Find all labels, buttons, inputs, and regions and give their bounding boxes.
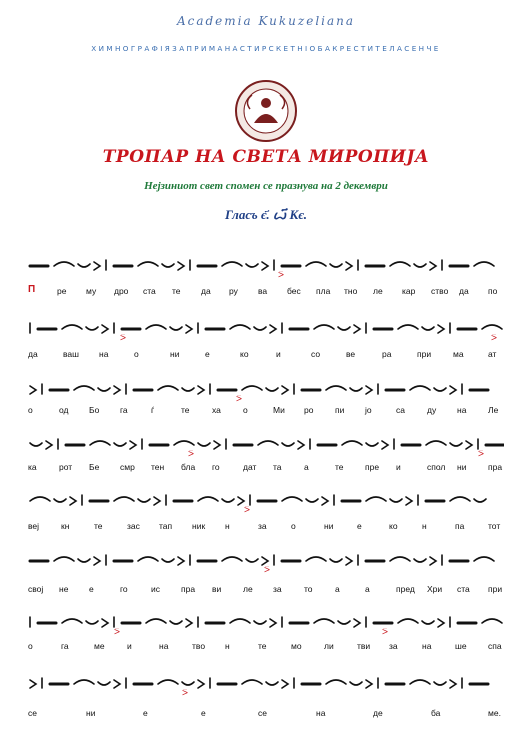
lyric-syllable: при — [488, 584, 503, 594]
neume-glyph — [138, 557, 158, 561]
neume-glyph — [346, 557, 352, 565]
lyric-line — [28, 286, 504, 300]
lyric-syllable: е — [143, 708, 148, 718]
lyric-syllable: е — [201, 708, 206, 718]
neume-line — [28, 487, 504, 517]
lyric-syllable: и — [276, 349, 281, 359]
lyric-syllable: ле — [243, 584, 253, 594]
lyric-syllable: пред — [396, 584, 415, 594]
neume-glyph — [114, 386, 120, 394]
neume-glyph — [482, 325, 502, 329]
neume-glyph — [322, 497, 328, 505]
lyric-syllable: со — [311, 349, 321, 359]
lyric-syllable: го — [212, 462, 220, 472]
lyric-syllable: ме. — [488, 708, 501, 718]
lyric-syllable: се — [258, 708, 267, 718]
lyric-syllable: ис — [151, 584, 160, 594]
lyric-syllable: и — [127, 641, 132, 651]
lyric-syllable: ко — [240, 349, 249, 359]
lyric-syllable: да — [28, 349, 38, 359]
lyric-syllable: ру — [229, 286, 238, 296]
neume-glyph — [222, 557, 242, 561]
neume-glyph — [242, 386, 262, 390]
lyric-syllable: н — [225, 641, 230, 651]
lyric-syllable: Бо — [89, 405, 100, 415]
neume-glyph — [102, 325, 108, 333]
neume-glyph — [182, 682, 194, 685]
lyric-syllable: ство — [431, 286, 449, 296]
lyric-syllable: о — [28, 641, 33, 651]
neume-glyph — [338, 327, 350, 330]
neume-glyph — [154, 497, 160, 505]
neume-line — [28, 431, 504, 461]
neume-glyphs — [28, 609, 504, 639]
lyric-syllable: га — [61, 641, 69, 651]
lyric-syllable: на — [99, 349, 109, 359]
neume-glyph — [326, 680, 346, 684]
neume-glyph — [186, 325, 192, 333]
lyric-syllable: спа — [488, 641, 502, 651]
neume-glyph — [338, 621, 350, 624]
neume-glyph — [306, 499, 318, 502]
neume-glyph — [198, 443, 210, 446]
neume-glyph — [430, 262, 436, 270]
lyric-syllable: тви — [357, 641, 371, 651]
lyric-syllable: дро — [114, 286, 129, 296]
neume-glyph — [326, 386, 346, 390]
lyric-syllable: ма — [453, 349, 464, 359]
neume-glyph — [426, 441, 446, 445]
lyric-syllable: о — [134, 349, 139, 359]
lyric-syllable: н — [225, 521, 230, 531]
neume-glyph — [230, 325, 250, 329]
neume-glyph — [366, 680, 372, 688]
neume-line — [28, 547, 504, 577]
lyric-syllable: те — [172, 286, 181, 296]
neume-glyph — [474, 262, 494, 266]
lyric-syllable: смр — [120, 462, 135, 472]
neume-glyph — [254, 327, 266, 330]
lyric-syllable: ваш — [63, 349, 79, 359]
lyric-syllable: те — [258, 641, 267, 651]
lyric-syllable: то — [304, 584, 313, 594]
lyric-syllable: ве — [346, 349, 356, 359]
lyric-syllable: рот — [59, 462, 73, 472]
neume-glyphs — [28, 670, 504, 700]
lyric-syllable: га — [120, 405, 128, 415]
neume-glyph — [482, 619, 502, 623]
red-mode-sign: ⍩ — [382, 626, 388, 637]
neume-glyph — [306, 262, 326, 266]
lyric-syllable: о — [291, 521, 296, 531]
lyric-syllable: ше — [455, 641, 467, 651]
neume-glyph — [62, 325, 82, 329]
lyric-syllable: не — [59, 584, 69, 594]
neume-glyph — [186, 619, 192, 627]
red-mode-sign: ⍩ — [114, 626, 120, 637]
lyric-syllable: Хри — [427, 584, 443, 594]
lyric-syllable: кар — [402, 286, 416, 296]
neume-glyph — [94, 262, 100, 270]
lyric-syllable: ста — [143, 286, 156, 296]
neume-glyph — [314, 619, 334, 623]
lyric-syllable: пи — [335, 405, 345, 415]
lyric-syllable: е — [205, 349, 210, 359]
lyric-line — [28, 349, 504, 363]
lyric-syllable: тво — [192, 641, 206, 651]
red-mode-sign: ⍩ — [478, 448, 484, 459]
neume-line — [28, 376, 504, 406]
lyric-syllable: па — [455, 521, 465, 531]
neume-glyph — [254, 621, 266, 624]
lyric-line — [28, 462, 504, 476]
lyric-syllable: а — [335, 584, 340, 594]
lyric-syllable: да — [201, 286, 211, 296]
neume-glyph — [78, 264, 90, 267]
lyric-syllable: пра — [488, 462, 503, 472]
lyric-syllable: о — [243, 405, 248, 415]
neume-glyph — [450, 386, 456, 394]
neume-glyph — [450, 497, 470, 501]
red-mode-sign: ⍩ — [491, 332, 497, 343]
neume-glyph — [414, 264, 426, 267]
lyric-syllable: тно — [344, 286, 358, 296]
neume-glyph — [466, 441, 472, 449]
lyric-syllable: а — [365, 584, 370, 594]
lyric-syllable: ѓ — [151, 405, 155, 415]
neume-glyph — [430, 557, 436, 565]
neume-glyph — [354, 325, 360, 333]
lyric-syllable: за — [389, 641, 398, 651]
lyric-syllable: му — [86, 286, 97, 296]
neume-glyph — [182, 388, 194, 391]
lyric-syllable: те — [335, 462, 344, 472]
neume-glyph — [54, 557, 74, 561]
neume-glyph — [222, 499, 234, 502]
neume-glyphs — [28, 487, 504, 517]
lyric-line — [28, 708, 504, 722]
neume-glyph — [266, 388, 278, 391]
lyric-syllable: ра — [382, 349, 392, 359]
lyric-syllable: ник — [192, 521, 206, 531]
lyric-syllable: спол — [427, 462, 446, 472]
neume-glyph — [170, 621, 182, 624]
neume-glyph — [450, 680, 456, 688]
neume-glyph — [170, 327, 182, 330]
lyric-syllable: П — [28, 284, 36, 295]
neume-glyph — [174, 441, 194, 445]
lyric-syllable: ко — [389, 521, 398, 531]
lyric-syllable: о — [28, 405, 33, 415]
neume-glyph — [230, 619, 250, 623]
lyric-syllable: пра — [181, 584, 196, 594]
red-mode-sign: ⍩ — [182, 687, 188, 698]
neume-glyph — [158, 680, 178, 684]
neume-glyph — [382, 441, 388, 449]
neume-glyph — [270, 325, 276, 333]
lyric-syllable: ка — [28, 462, 37, 472]
neume-glyph — [242, 680, 262, 684]
neume-glyph — [366, 386, 372, 394]
neume-glyph — [114, 680, 120, 688]
neume-glyph — [138, 262, 158, 266]
academia-title: Academia Kukuzeliana — [176, 14, 356, 28]
lyric-syllable: Ми — [273, 405, 285, 415]
neume-glyph — [282, 386, 288, 394]
neume-glyph — [198, 386, 204, 394]
neume-glyph — [146, 325, 166, 329]
lyric-syllable: по — [488, 286, 498, 296]
neume-glyph — [398, 325, 418, 329]
lyric-syllable: пла — [316, 286, 331, 296]
neume-glyph — [70, 497, 76, 505]
neume-line — [28, 252, 504, 282]
neume-glyph — [350, 388, 362, 391]
neume-glyph — [138, 499, 150, 502]
lyric-line — [28, 641, 504, 655]
neume-glyph — [282, 680, 288, 688]
neume-glyph — [474, 499, 486, 502]
lyric-syllable: ха — [212, 405, 221, 415]
lyric-syllable: а — [304, 462, 309, 472]
red-mode-sign: ⍩ — [278, 269, 284, 280]
red-mode-sign: ⍩ — [264, 564, 270, 575]
lyric-syllable: ме — [94, 641, 105, 651]
neume-glyph — [474, 557, 494, 561]
neume-glyphs — [28, 431, 504, 461]
neume-glyph — [158, 386, 178, 390]
neume-glyph — [246, 559, 258, 562]
lyric-syllable: ре — [57, 286, 67, 296]
neume-glyph — [54, 499, 66, 502]
neume-glyph — [214, 441, 220, 449]
neume-glyph — [198, 680, 204, 688]
lyric-syllable: за — [273, 584, 282, 594]
neume-glyph — [114, 443, 126, 446]
neume-glyph — [270, 619, 276, 627]
series-subtitle: ХИМНОГРАФІЯЗАПРИМАНАСТИРСКЕТНІОБАКРЕСТИТЕЛАСЕНЧЕ — [91, 44, 441, 53]
lyric-syllable: на — [457, 405, 467, 415]
neume-glyph — [54, 262, 74, 266]
neume-glyph — [434, 388, 446, 391]
lyric-syllable: ду — [427, 405, 437, 415]
neume-glyph — [246, 264, 258, 267]
lyric-syllable: е — [357, 521, 362, 531]
neume-glyph — [282, 443, 294, 446]
neume-line — [28, 670, 504, 700]
neume-glyph — [354, 619, 360, 627]
neume-glyph — [198, 497, 218, 501]
neume-glyph — [330, 559, 342, 562]
neume-glyph — [62, 619, 82, 623]
lyric-syllable: дат — [243, 462, 257, 472]
lyric-syllable: те — [94, 521, 103, 531]
neume-glyphs — [28, 315, 504, 345]
page-title: ТРОПАР НА СВЕТА МИРОПИЈА — [102, 147, 430, 167]
red-mode-sign: ⍩ — [188, 448, 194, 459]
neume-glyph — [86, 621, 98, 624]
neume-glyph — [410, 680, 430, 684]
lyric-syllable: кн — [61, 521, 70, 531]
lyric-syllable: на — [422, 641, 432, 651]
monastery-seal — [234, 79, 298, 143]
neume-glyph — [178, 262, 184, 270]
neume-glyph — [262, 262, 268, 270]
neume-glyph — [330, 264, 342, 267]
lyric-syllable: ви — [212, 584, 222, 594]
neume-glyph — [298, 441, 304, 449]
neume-glyph — [222, 262, 242, 266]
neume-glyph — [346, 262, 352, 270]
neume-glyph — [46, 441, 52, 449]
lyric-syllable: ли — [324, 641, 334, 651]
lyric-syllable: та — [273, 462, 282, 472]
lyric-line — [28, 521, 504, 535]
neume-glyphs — [28, 252, 504, 282]
neume-glyph — [390, 499, 402, 502]
lyric-syllable: на — [159, 641, 169, 651]
neume-glyph — [78, 559, 90, 562]
lyric-syllable: мо — [291, 641, 302, 651]
lyric-syllable: ро — [304, 405, 314, 415]
neume-glyph — [30, 680, 36, 688]
lyric-line — [28, 584, 504, 598]
red-mode-sign: ⍩ — [120, 332, 126, 343]
lyric-syllable: н — [422, 521, 427, 531]
lyric-syllable: бла — [181, 462, 196, 472]
lyric-syllable: тен — [151, 462, 165, 472]
lyric-syllable: Бе — [89, 462, 100, 472]
lyric-syllable: бес — [287, 286, 301, 296]
lyric-syllable: ва — [258, 286, 268, 296]
neume-glyph — [90, 441, 110, 445]
neume-glyph — [146, 619, 166, 623]
neume-glyphs — [28, 376, 504, 406]
neume-glyph — [398, 619, 418, 623]
lyric-syllable: зас — [127, 521, 140, 531]
neume-glyph — [178, 557, 184, 565]
neume-glyph — [130, 441, 136, 449]
lyric-syllable: ле — [373, 286, 383, 296]
lyric-syllable: ни — [324, 521, 334, 531]
neume-glyph — [74, 680, 94, 684]
red-mode-sign: ⍩ — [244, 504, 250, 515]
neume-glyph — [434, 682, 446, 685]
tone-indication: Гласъ є҃. ꙍ҃ Кє. — [225, 207, 307, 222]
lyric-syllable: да — [459, 286, 469, 296]
neume-glyph — [30, 386, 36, 394]
neume-glyph — [282, 497, 302, 501]
lyric-syllable: тот — [488, 521, 501, 531]
lyric-syllable: го — [120, 584, 128, 594]
lyric-syllable: при — [417, 349, 432, 359]
lyric-syllable: ста — [457, 584, 470, 594]
neume-glyph — [74, 386, 94, 390]
neume-glyph — [258, 441, 278, 445]
lyric-syllable: свој — [28, 584, 44, 594]
lyric-line — [28, 405, 504, 419]
neume-line — [28, 609, 504, 639]
neume-glyph — [390, 557, 410, 561]
lyric-syllable: ат — [488, 349, 497, 359]
lyric-syllable: е — [89, 584, 94, 594]
neume-glyph — [390, 262, 410, 266]
neume-glyph — [86, 327, 98, 330]
neume-glyph — [30, 443, 42, 446]
neume-glyph — [350, 682, 362, 685]
lyric-syllable: ни — [457, 462, 467, 472]
neume-glyph — [422, 621, 434, 624]
lyric-syllable: ни — [170, 349, 180, 359]
neume-glyph — [162, 559, 174, 562]
lyric-syllable: за — [258, 521, 267, 531]
neume-glyph — [342, 441, 362, 445]
lyric-syllable: тап — [159, 521, 173, 531]
neume-line — [28, 315, 504, 345]
neume-glyph — [30, 497, 50, 501]
feast-subtitle: Нејзиниот свет спомен се празнува на 2 декември — [144, 180, 388, 192]
lyric-syllable: од — [59, 405, 69, 415]
lyric-syllable: ба — [431, 708, 441, 718]
neume-glyph — [450, 443, 462, 446]
neume-glyph — [438, 619, 444, 627]
neume-glyph — [306, 557, 326, 561]
neume-glyph — [410, 386, 430, 390]
neume-glyph — [406, 497, 412, 505]
neume-glyph — [366, 443, 378, 446]
lyric-syllable: са — [396, 405, 405, 415]
neume-glyph — [438, 325, 444, 333]
neume-glyph — [422, 327, 434, 330]
neume-glyph — [366, 497, 386, 501]
lyric-syllable: се — [28, 708, 37, 718]
lyric-syllable: ни — [86, 708, 96, 718]
lyric-syllable: на — [316, 708, 326, 718]
neume-glyph — [102, 619, 108, 627]
neume-glyph — [98, 682, 110, 685]
lyric-syllable: веј — [28, 521, 40, 531]
lyric-syllable: јо — [365, 405, 372, 415]
red-mode-sign: ⍩ — [236, 393, 242, 404]
lyric-syllable: и — [396, 462, 401, 472]
neume-glyph — [114, 497, 134, 501]
lyric-syllable: де — [373, 708, 383, 718]
neume-glyph — [266, 682, 278, 685]
lyric-syllable: Ле — [488, 405, 499, 415]
lyric-syllable: те — [181, 405, 190, 415]
lyric-syllable: пре — [365, 462, 380, 472]
neume-glyph — [414, 559, 426, 562]
neume-glyph — [98, 388, 110, 391]
neume-glyph — [314, 325, 334, 329]
neume-glyph — [162, 264, 174, 267]
neume-glyph — [94, 557, 100, 565]
